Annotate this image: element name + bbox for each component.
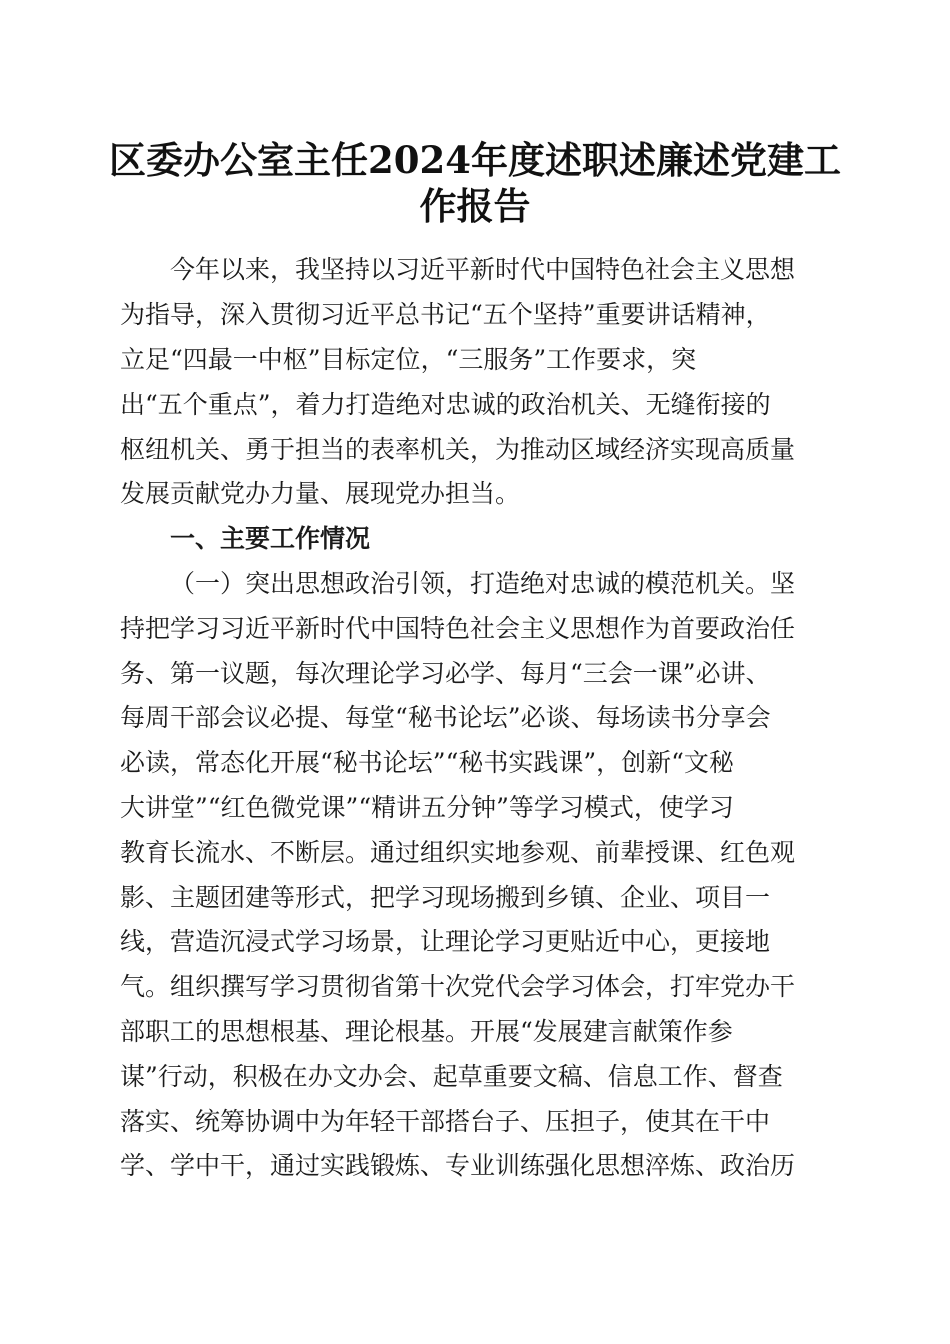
paragraph-line: 落实、统筹协调中为年轻干部搭台子、压担子，使其在干中 <box>120 1107 771 1136</box>
section-heading: 一、主要工作情况 <box>170 524 371 553</box>
paragraph-line: 发展贡献党办力量、展现党办担当。 <box>120 479 521 508</box>
paragraph-line: 持把学习习近平新时代中国特色社会主义思想作为首要政治任 <box>120 614 796 643</box>
document-title-line-2: 作报告 <box>419 184 531 228</box>
paragraph-line: 谋”行动，积极在办文办会、起草重要文稿、信息工作、督查 <box>120 1062 783 1091</box>
paragraph-line: 线，营造沉浸式学习场景，让理论学习更贴近中心，更接地 <box>120 927 771 956</box>
paragraph-line: （一）突出思想政治引领，打造绝对忠诚的模范机关。坚 <box>170 569 796 598</box>
paragraph-line: 枢纽机关、勇于担当的表率机关，为推动区域经济实现高质量 <box>120 435 796 464</box>
paragraph-line: 出“五个重点”，着力打造绝对忠诚的政治机关、无缝衔接的 <box>120 390 771 419</box>
paragraph-line: 大讲堂”“红色微党课”“精讲五分钟”等学习模式，使学习 <box>120 793 734 822</box>
paragraph-line: 今年以来，我坚持以习近平新时代中国特色社会主义思想 <box>170 255 796 284</box>
paragraph-line: 为指导，深入贯彻习近平总书记“五个坚持”重要讲话精神， <box>120 300 771 329</box>
paragraph-line: 立足“四最一中枢”目标定位，“三服务”工作要求，突 <box>120 345 697 374</box>
paragraph-line: 必读，常态化开展“秘书论坛”“秘书实践课”，创新“文秘 <box>120 748 734 777</box>
document-title-line-1: 区委办公室主任2024年度述职述廉述党建工 <box>109 138 841 182</box>
paragraph-line: 务、第一议题，每次理论学习必学、每月“三会一课”必讲、 <box>120 659 771 688</box>
paragraph-line: 教育长流水、不断层。通过组织实地参观、前辈授课、红色观 <box>120 838 796 867</box>
paragraph-line: 影、主题团建等形式，把学习现场搬到乡镇、企业、项目一 <box>120 883 771 912</box>
paragraph-line: 学、学中干，通过实践锻炼、专业训练强化思想淬炼、政治历 <box>120 1151 796 1180</box>
paragraph-line: 部职工的思想根基、理论根基。开展“发展建言献策作参 <box>120 1017 733 1046</box>
paragraph-line: 气。组织撰写学习贯彻省第十次党代会学习体会，打牢党办干 <box>120 972 796 1001</box>
paragraph-line: 每周干部会议必提、每堂“秘书论坛”必谈、每场读书分享会 <box>120 703 771 732</box>
